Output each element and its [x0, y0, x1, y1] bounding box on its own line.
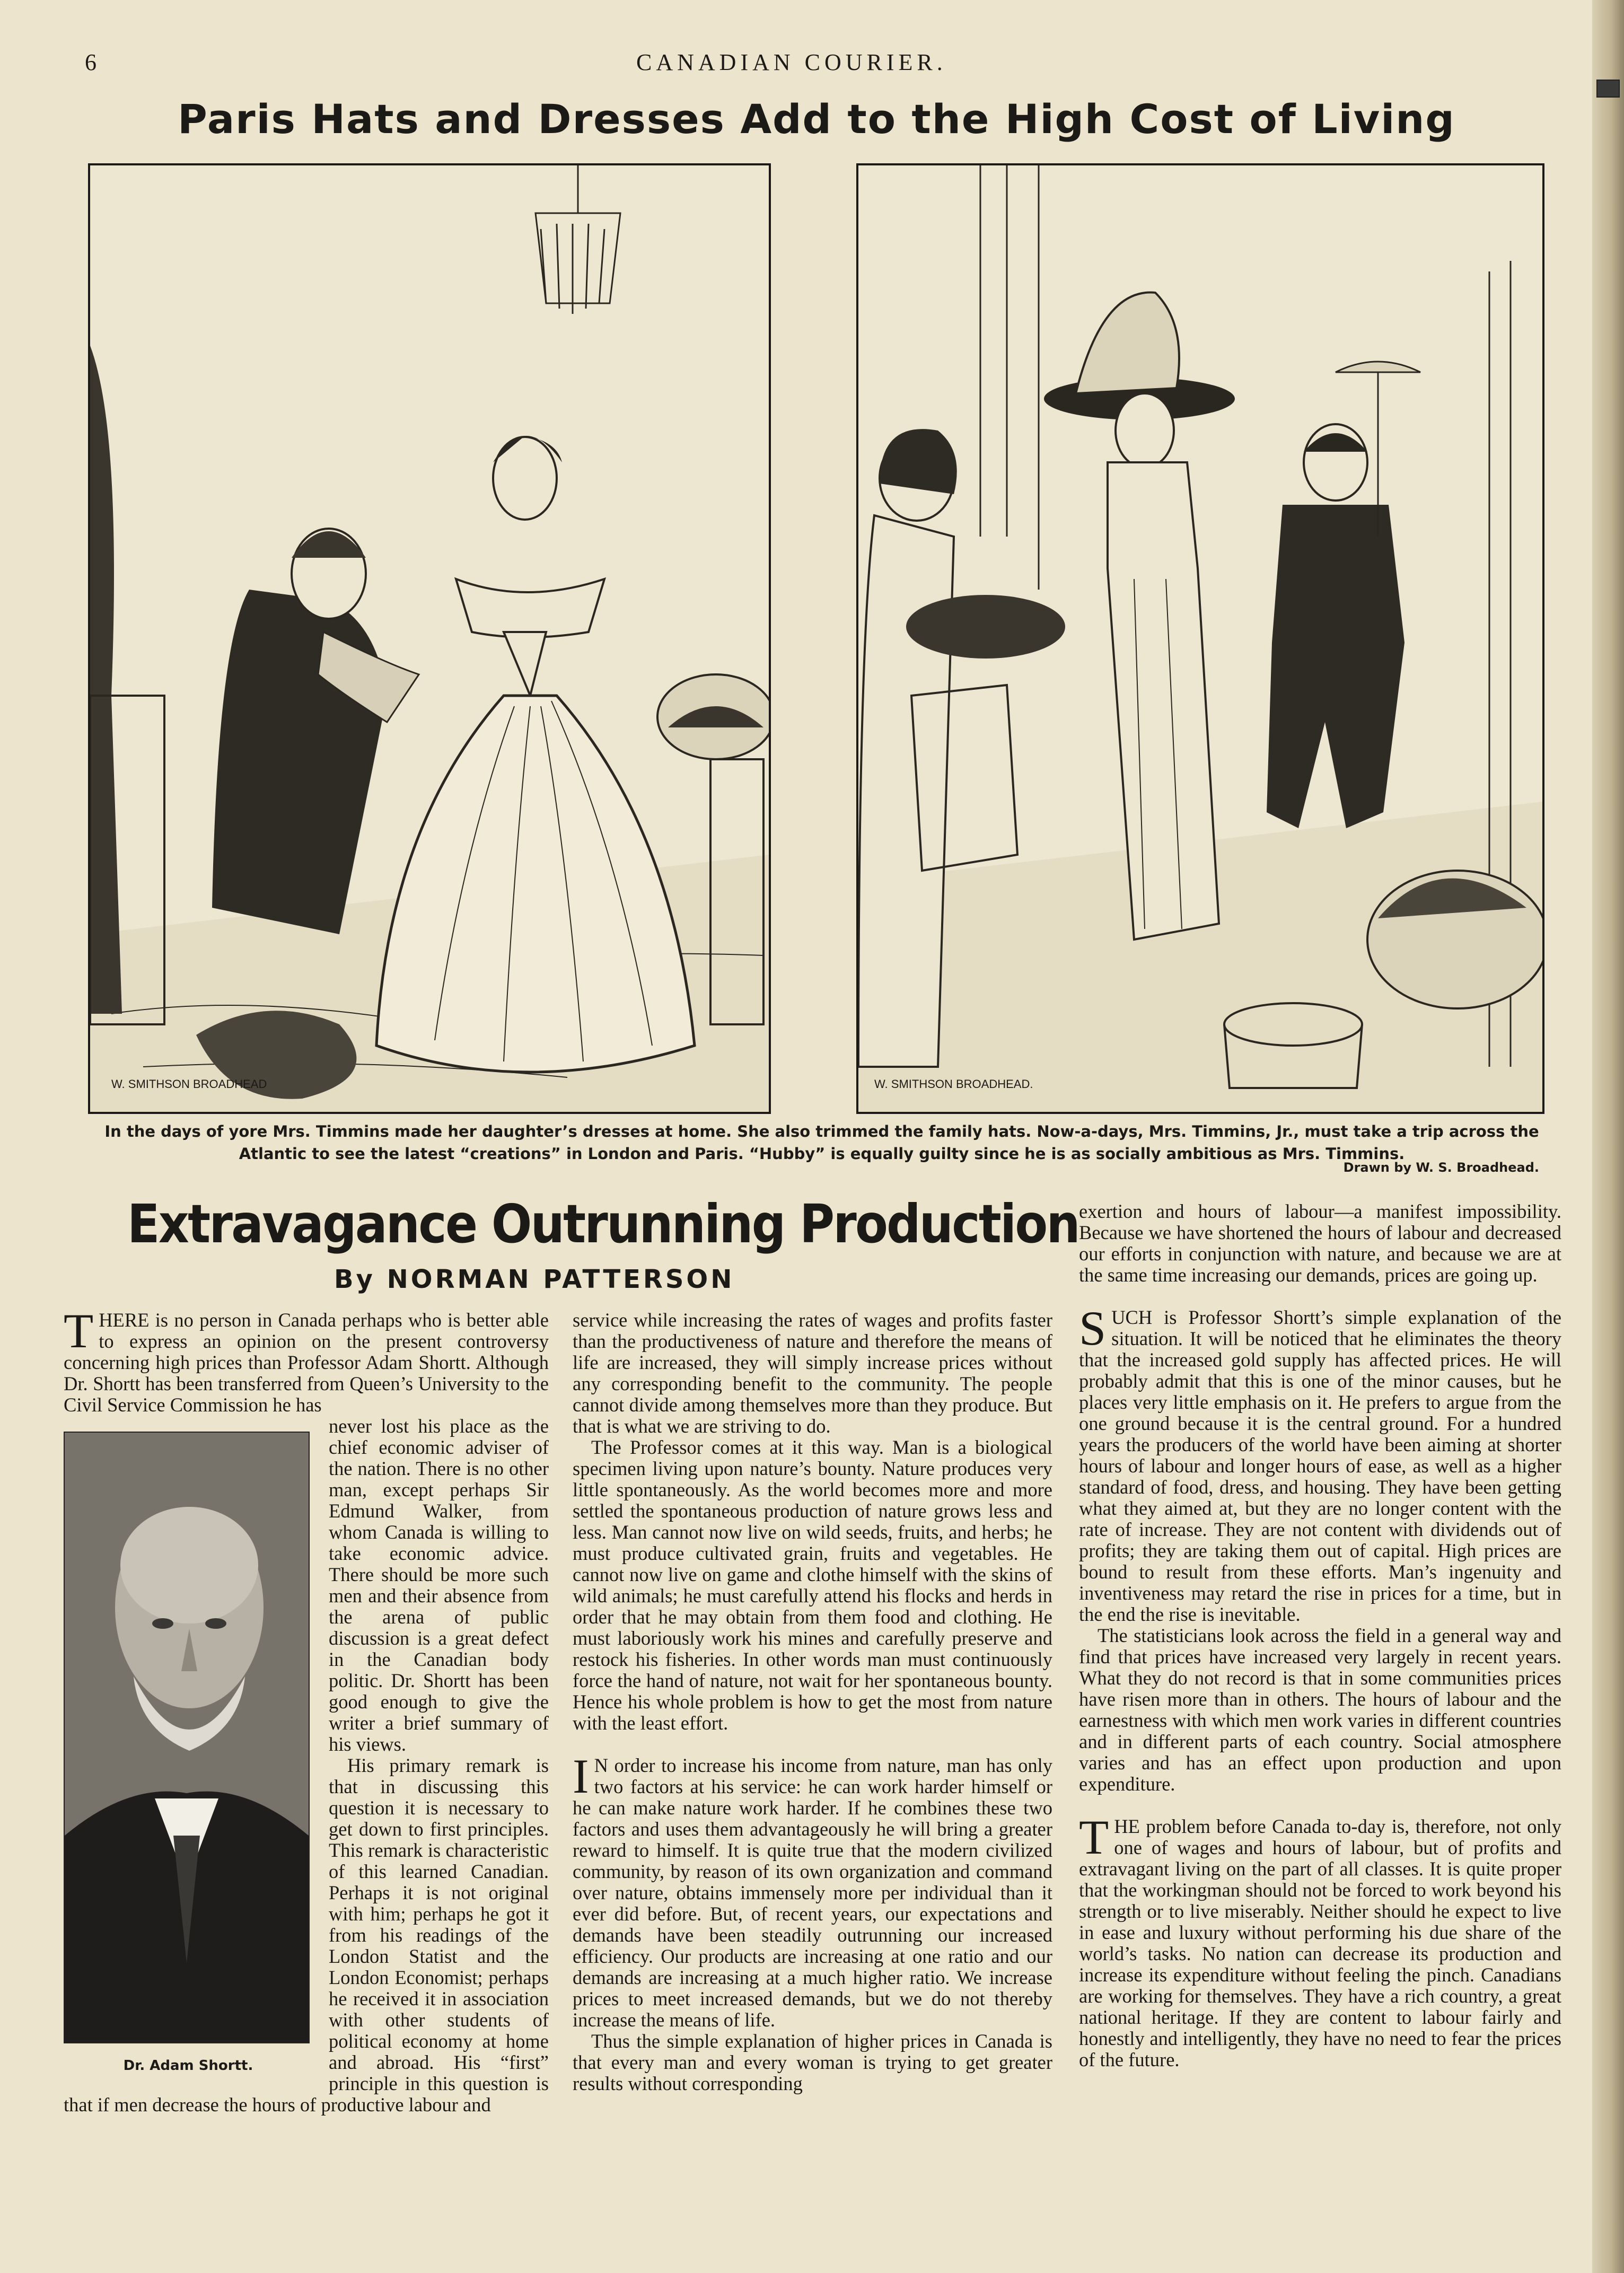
paragraph: His primary remark is that in discussing this question it is necessary to get down to first principles. This remark is characteristic of this learned Canadian. Perhaps it is not original with him; perhaps he got it from his readings of the London Statist and the London Economist; perhaps he received it in association with other students of political economy at home and abroad. His “first” principle in this question is that if men decrease the hours of productive labour and: [64, 1754, 549, 2116]
article-column-1: [64, 1304, 549, 2116]
drop-cap: T: [64, 1304, 94, 1358]
article-column-2: [573, 1310, 1052, 2094]
cartoon-panel-right: [856, 163, 1544, 1114]
signature-right: W. SMITHSON BROADHEAD.: [874, 1077, 1033, 1091]
paragraph: The Professor comes at it this way. Man is a biological specimen living upon nature’s bounty. Nature produces very little spontaneously. As the world becomes more and more settled the spontaneous production of nature grows less and less. Man cannot now live on wild seeds, fruits, and herbs; he must produce cultivated grain, fruits and vegetables. He cannot now live on game and clothe himself with the skins of wild animals; he must carefully attend his flocks and herds in order that he may obtain from them food and clothing. He must laboriously work his mines and carefully preserve and restock his fisheries. In other words man must continuously force the hand of nature, not wait for her spontaneous bounty. Hence his whole problem is how to get the most from nature with the least effort.: [573, 1436, 1052, 1734]
paragraph: exertion and hours of labour—a manifest impossibility. Because we have shortened the hours of labour and decreased our efforts in conjunction with nature, and because we are at the same time increasing our demands, prices are going up.: [1079, 1200, 1561, 1286]
paragraph: never lost his place as the chief economic adviser of the nation. There is no other man, except perhaps Sir Edmund Walker, from whom Canada is willing to take economic advice. There should be more such men and their absence from the arena of public discussion is a great defect in the Canadian body politic. Dr. Shortt has been good enough to give the writer a brief summary of his views.: [329, 1415, 549, 1755]
paragraph: [1079, 1810, 1561, 2070]
paragraph: [573, 1749, 1052, 2031]
article-headline: Extravagance Outrunning Production: [127, 1193, 1079, 1255]
paragraph-text: HERE is no person in Canada perhaps who is better able to express an opinion on the present controversy concerning high prices than Professor Adam Shortt. Although Dr. Shortt has been transferred from Queen’s University to the Civil Service Commission he has: [64, 1309, 549, 1416]
article-byline: By NORMAN PATTERSON: [334, 1265, 735, 1294]
paragraph: The statisticians look across the field in a general way and find that prices have increased very largely in recent years. What they do not record is that in some communities prices have risen more than in others. The hours of labour and the earnestness with which men work varies in different countries and in different parts of each country. Social atmosphere varies and has an effect upon production and upon expenditure.: [1079, 1625, 1561, 1795]
portrait-image: [65, 1433, 309, 2042]
publication-title: CANADIAN COURIER.: [636, 49, 947, 75]
drop-cap: I: [573, 1749, 589, 1803]
binding-tab: [1596, 80, 1620, 98]
signature-left: W. SMITHSON BROADHEAD: [111, 1077, 267, 1091]
paragraph-text: HE problem before Canada to-day is, therefore, not only one of wages and hours of labour, but of profits and extravagant living on the part of all classes. It is quite proper that the workingman should not be forced to work beyond his strength or to live miserably. Neither should he expect to live in ease and luxury without performing his due share of the world’s tasks. No nation can decrease its production and increase its expenditure without feeling the pinch. Canadians are working for themselves. They have a rich country, a great national heritage. If they are content to labour fairly and honestly and intelligently, they have no need to fear the prices of the future.: [1079, 1815, 1561, 2070]
paragraph: service while increasing the rates of wages and profits faster than the productiveness of nature and therefore the means of life are increased, they will simply increase prices without any corresponding benefit to the community. The people cannot divide among themselves more than they produce. But that is what we are striving to do.: [573, 1309, 1052, 1437]
paragraph-text: UCH is Professor Shortt’s simple explanation of the situation. It will be noticed that he eliminates the theory that the increased gold supply has affected prices. He will probably admit that this is one of the minor causes, but he places very little emphasis on it. He prefers to argue from the one ground because it is the central ground. For a hundred years the producers of the world have been aiming at shorter hours of labour and longer hours of ease, as well as a higher standard of food, dress, and housing. They have been getting what they aimed at, but they are no longer content with the rate of increase. They are not content with dividends out of profits; they are taking them out of capital. High prices are bound to result from these efforts. Man’s ingenuity and inventiveness may retard the rise in prices for a time, but in the end the rise is inevitable.: [1079, 1306, 1561, 1625]
article-column-3: [1079, 1201, 1561, 2070]
cartoon-caption: In the days of yore Mrs. Timmins made her daughter’s dresses at home. She also trimmed the family hats. Now-a-days, Mrs. Timmins, Jr., must take a trip across the Atlantic to see the latest “creations” in London and Paris. “Hubby” is equally guilty since he is as socially ambitious as Mrs. Timmins.: [104, 1122, 1539, 1163]
page-number: 6: [85, 49, 98, 75]
portrait-photo: [64, 1432, 310, 2043]
drop-cap: T: [1079, 1810, 1109, 1864]
illustration-mother-daughter: [90, 165, 769, 1112]
illustration-credit: Drawn by W. S. Broadhead.: [1343, 1160, 1539, 1175]
paragraph: [1079, 1301, 1561, 1625]
portrait-figure: [64, 1432, 313, 2076]
cartoon-panel-left: [88, 163, 771, 1114]
paragraph: Thus the simple explanation of higher prices in Canada is that every man and every woman is trying to get greater results without corresponding: [573, 2030, 1052, 2094]
paragraph: [64, 1304, 549, 1416]
drop-cap: S: [1079, 1301, 1107, 1355]
portrait-caption: Dr. Adam Shortt.: [123, 2058, 253, 2074]
cartoon-title: Paris Hats and Dresses Add to the High Cost of Living: [178, 95, 1455, 143]
binding-edge: [1592, 0, 1624, 2273]
paragraph-text: N order to increase his income from nature, man has only two factors at his service: he can work harder himself or he can make nature work harder. If he combines these two factors and uses them advantageously he will bring a greater reward to himself. It is quite true that the modern civilized community, by reason of its own organization and command over nature, obtains immensely more per individual than it ever did before. But, of recent years, our expectations and demands have been steadily outrunning our increased efficiency. Our products are increasing at one ratio and our demands are increasing at a much higher ratio. We increase prices to meet increased demands, but we do not thereby increase the means of life.: [573, 1754, 1052, 2031]
illustration-modern-family: [858, 165, 1542, 1112]
